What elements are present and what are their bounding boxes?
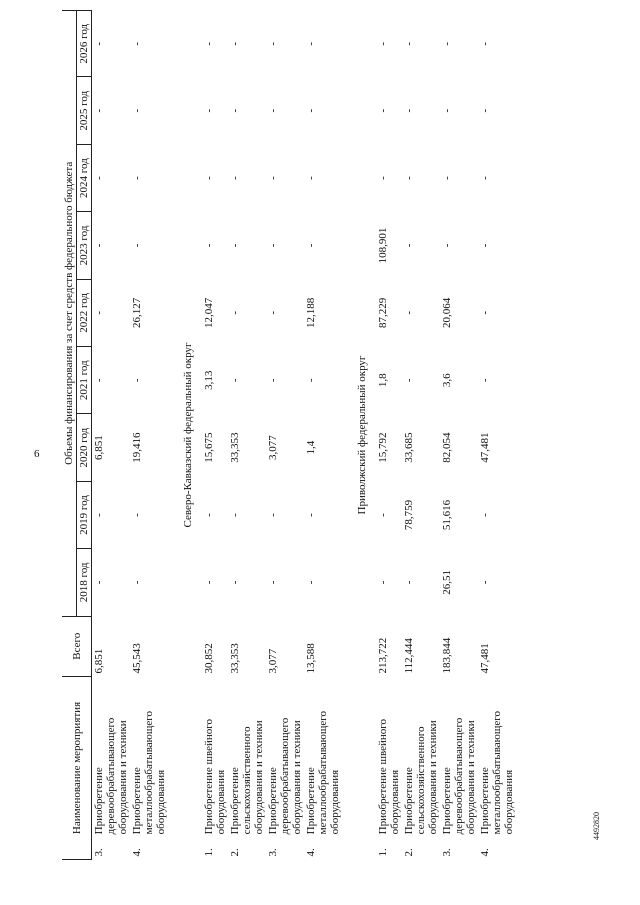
header-year: 2024 год	[77, 144, 92, 211]
row-value: -	[131, 41, 143, 46]
rotated-table-container	[62, 10, 602, 860]
document-code: 4492820	[592, 812, 601, 840]
row-value: 78,759	[403, 499, 415, 531]
row-value: 87,229	[377, 297, 389, 328]
row-number: 4.	[479, 848, 491, 857]
row-value: 108,901	[377, 227, 389, 264]
row-value: -	[93, 378, 105, 383]
row-value: -	[229, 108, 241, 113]
row-name: Приобретение швейного оборудования	[377, 718, 401, 835]
row-value: -	[479, 513, 491, 517]
row-value: -	[403, 176, 415, 180]
row-value: 51,616	[441, 499, 453, 531]
row-value: -	[479, 41, 491, 46]
header-year: 2019 год	[77, 481, 92, 548]
row-value: -	[403, 108, 415, 113]
row-value: -	[441, 108, 453, 113]
row-value: -	[93, 108, 105, 113]
row-value: -	[267, 176, 279, 180]
section-row	[168, 11, 202, 860]
row-total: 112,444	[403, 638, 415, 674]
row-value: -	[267, 513, 279, 517]
header-name: Наименование мероприятия	[62, 676, 92, 859]
row-value: -	[203, 243, 215, 248]
row-number: 2.	[229, 848, 241, 857]
row-name: Приобретение металлообрабатывающего оборудования	[131, 711, 167, 835]
row-value: -	[479, 311, 491, 315]
row-number: 4.	[131, 848, 143, 857]
row-value: -	[267, 41, 279, 46]
row-value: -	[479, 580, 491, 585]
row-value: -	[267, 378, 279, 383]
row-value: -	[305, 243, 317, 248]
table-row	[92, 11, 131, 860]
row-value: -	[403, 41, 415, 46]
row-value: -	[305, 41, 317, 46]
header-year: 2018 год	[77, 549, 92, 616]
row-value: -	[93, 513, 105, 517]
row-value: 3,6	[441, 373, 453, 388]
row-total: 30,852	[203, 643, 215, 674]
row-value: -	[93, 311, 105, 315]
row-name: Приобретение деревообрабатывающего оборудования и техники	[441, 717, 477, 835]
row-number: 1.	[377, 848, 389, 857]
row-name: Приобретение металлообрабатывающего оборудования	[479, 711, 515, 835]
row-total: 6,851	[93, 648, 105, 674]
section-title: Приволжский федеральный округ	[356, 355, 368, 515]
table-row	[440, 11, 478, 860]
table-row	[304, 11, 342, 860]
row-value: -	[267, 108, 279, 113]
row-value: -	[305, 580, 317, 585]
row-value: -	[403, 378, 415, 383]
table-row	[402, 11, 440, 860]
funding-table	[62, 10, 516, 860]
row-value: -	[305, 108, 317, 113]
table-row	[228, 11, 266, 860]
row-value: -	[377, 41, 389, 46]
row-name: Приобретение швейного оборудования	[203, 718, 227, 835]
section-row	[342, 11, 376, 860]
row-value: 15,792	[377, 432, 389, 463]
row-value: -	[203, 41, 215, 46]
row-value: -	[93, 176, 105, 180]
row-value: 12,047	[203, 297, 215, 328]
row-total: 45,543	[131, 643, 143, 674]
table-row	[478, 11, 516, 860]
table-row	[130, 11, 168, 860]
row-value: -	[131, 108, 143, 113]
row-name: Приобретение металлообрабатывающего оборудования	[305, 711, 341, 835]
row-value: -	[403, 243, 415, 248]
row-value: 19,416	[131, 432, 143, 463]
row-value: -	[131, 580, 143, 585]
row-value: -	[441, 243, 453, 248]
row-value: -	[479, 243, 491, 248]
row-value: -	[267, 311, 279, 315]
row-value: -	[93, 243, 105, 248]
row-total: 33,353	[229, 643, 241, 674]
row-value: -	[229, 41, 241, 46]
row-value: -	[403, 311, 415, 315]
row-total: 13,588	[305, 643, 317, 674]
header-year: 2022 год	[77, 279, 92, 346]
header-funding: Объемы финансирования за счет средств федерального бюджета	[62, 11, 77, 617]
row-value: 82,054	[441, 432, 453, 463]
header-year: 2021 год	[77, 347, 92, 414]
row-value: 26,127	[131, 297, 143, 328]
header-year: 2026 год	[77, 11, 92, 77]
row-value: -	[305, 513, 317, 517]
page-number: 6	[34, 448, 40, 460]
row-value: 33,685	[403, 432, 415, 463]
row-value: -	[479, 378, 491, 383]
row-value: -	[131, 176, 143, 180]
row-name: Приобретение деревообрабатывающего оборудования и техники	[267, 717, 303, 835]
row-value: -	[229, 311, 241, 315]
row-value: -	[377, 176, 389, 180]
header-total: Всего	[62, 616, 92, 676]
row-value: 3,077	[267, 435, 279, 460]
row-value: -	[305, 378, 317, 383]
row-value: 1,8	[377, 373, 389, 388]
row-value: -	[403, 580, 415, 585]
header-year: 2023 год	[77, 212, 92, 279]
row-value: -	[131, 378, 143, 383]
row-value: -	[229, 176, 241, 180]
row-value: -	[229, 513, 241, 517]
row-number: 3.	[93, 848, 105, 857]
row-name: Приобретение сельскохозяйственного оборудования и техники	[229, 720, 265, 835]
table-row	[202, 11, 228, 860]
row-value: -	[441, 41, 453, 46]
row-value: -	[377, 513, 389, 517]
row-value: -	[441, 176, 453, 180]
table-row	[376, 11, 402, 860]
row-value: -	[229, 580, 241, 585]
section-title: Северо-Кавказский федеральный округ	[182, 342, 194, 528]
row-value: -	[203, 580, 215, 585]
row-value: -	[267, 580, 279, 585]
row-number: 3.	[267, 848, 279, 857]
row-total: 3,077	[267, 648, 279, 674]
row-value: 3,13	[203, 370, 215, 390]
row-value: -	[93, 41, 105, 46]
row-value: -	[229, 378, 241, 383]
row-value: 12,188	[305, 297, 317, 328]
header-year: 2025 год	[77, 77, 92, 144]
row-number: 3.	[441, 848, 453, 857]
row-value: -	[377, 108, 389, 113]
table-body	[92, 11, 517, 860]
row-value: -	[203, 176, 215, 180]
row-value: 47,481	[479, 432, 491, 463]
row-value: -	[229, 243, 241, 248]
row-total: 183,844	[441, 637, 453, 674]
row-name: Приобретение деревообрабатывающего оборудования и техники	[93, 717, 129, 835]
row-value: -	[203, 108, 215, 113]
row-value: -	[203, 513, 215, 517]
row-value: -	[305, 176, 317, 180]
table-row	[266, 11, 304, 860]
row-value: -	[131, 243, 143, 248]
header-year: 2020 год	[77, 414, 92, 481]
row-total: 213,722	[377, 637, 389, 674]
row-value: 1,4	[305, 440, 317, 455]
row-number: 4.	[305, 848, 317, 857]
row-value: -	[479, 108, 491, 113]
row-value: 33,353	[229, 432, 241, 463]
row-number: 1.	[203, 848, 215, 857]
row-value: -	[377, 580, 389, 585]
row-value: 26,51	[441, 570, 453, 595]
row-value: 6,851	[93, 435, 105, 460]
row-value: 15,675	[203, 432, 215, 463]
row-number: 2.	[403, 848, 415, 857]
row-name: Приобретение сельскохозяйственного оборудования и техники	[403, 720, 439, 835]
row-value: -	[479, 176, 491, 180]
row-value: -	[131, 513, 143, 517]
row-value: -	[93, 580, 105, 585]
row-value: 20,064	[441, 297, 453, 328]
row-total: 47,481	[479, 643, 491, 674]
row-value: -	[267, 243, 279, 248]
